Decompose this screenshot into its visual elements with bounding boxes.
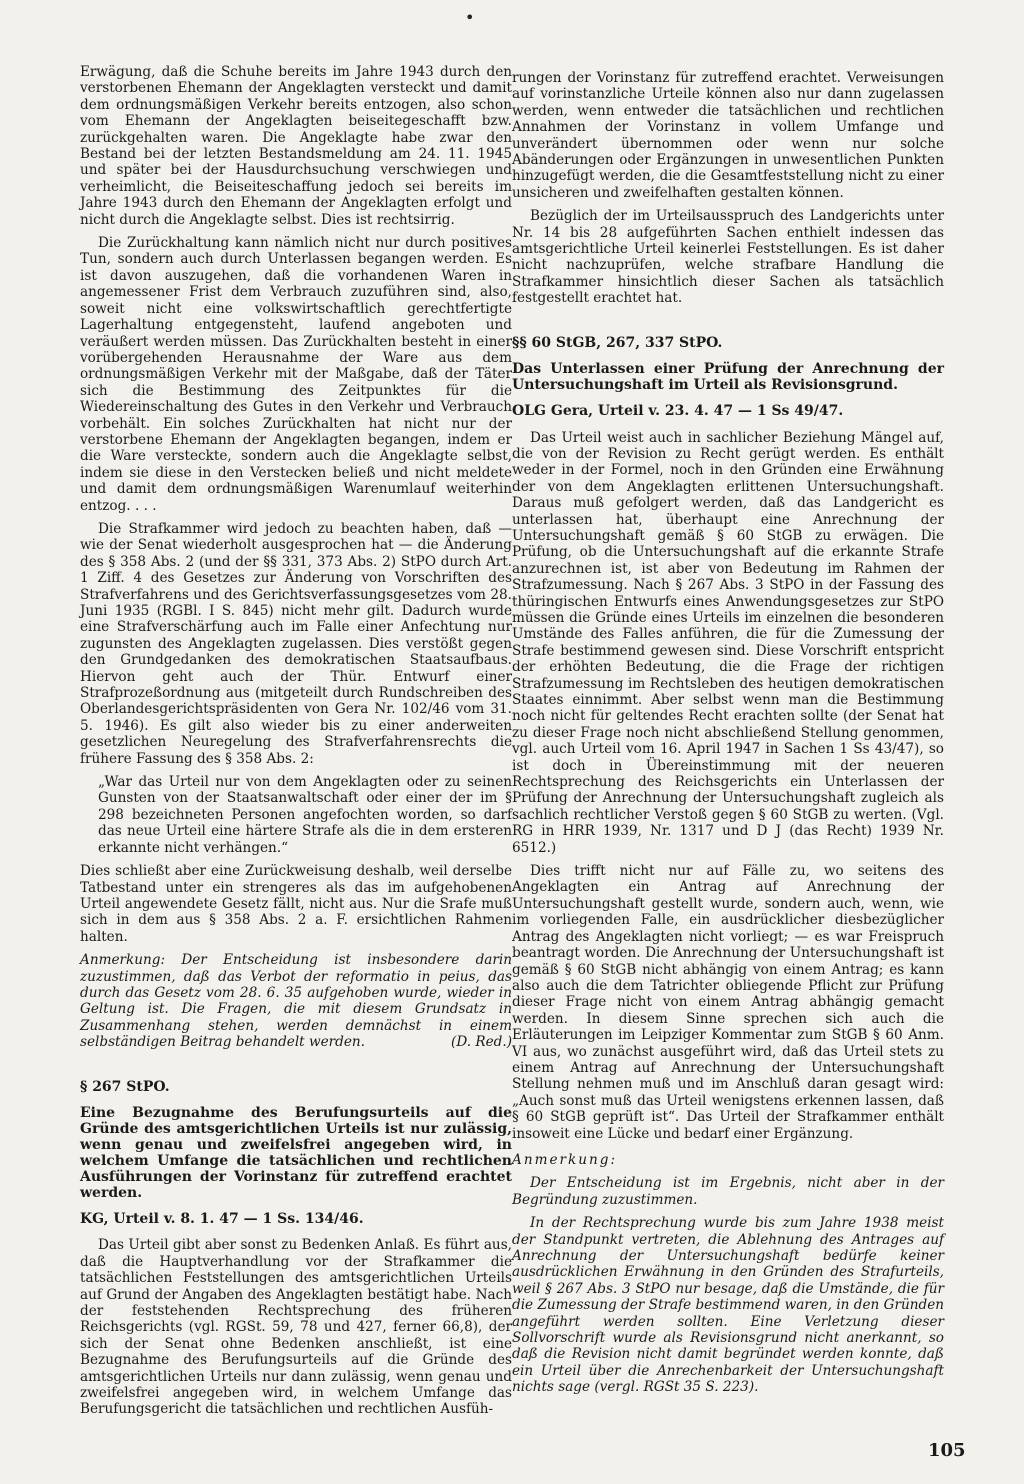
paragraph: Das Urteil gibt aber sonst zu Bedenken Anlaß. Es führt aus, daß die Hauptverhandlung vor der Strafkammer die tatsächlichen Feststellungen des amtsgerichtlichen Urteils auf Grund der Angaben des Angeklagten bestätigt habe. Nach der feststehenden Rechtsprechung des früheren Reichsgerichts (vgl. RGSt. 59, 78 und 427, ferner 66,8), der sich der Senat ohne Bedenken anschließt, ist eine Bezugnahme des Berufungsurteils auf die Gründe des amtsgerichtlichen Urteils nur dann zulässig, wenn genau und zweifelsfrei angegeben wird, in welchem Umfange das Berufungsgericht die tatsächlichen und rechtlichen Ausfüh- — [80, 1237, 512, 1418]
annotation-text: In der Rechtsprechung wurde bis zum Jahre 1938 meist der Standpunkt vertreten, die Ablehnung des Antrages auf Anrechnung der Untersuchungshaft bedürfe keiner ausdrücklichen Erwähnung in den Gründen des Strafurteils, weil § 267 Abs. 3 StPO nur besage, daß die Umstände, die für die Zumessung der Strafe bestimmend waren, in den Gründen angeführt werden sollten. Eine Verletzung dieser Sollvorschrift wurde als Revisionsgrund nicht anerkannt, so daß die Revision nicht damit begründet werden konnte, daß ein Urteil über die Anrechenbarkeit der Untersuchungshaft nichts sage (vergl. RGSt 35 S. 223). — [512, 1215, 944, 1396]
headnote: Eine Bezugnahme des Berufungsurteils auf die Gründe des amtsgerichtlichen Urteils ist nur zulässig, wenn genau und zweifelsfrei angegeben wird, in welchem Umfange die tatsächlichen und rechtlichen Ausführungen der Vorinstanz für zutreffend erachtet werden. — [80, 1104, 512, 1201]
annotation-text: Der Entscheidung ist im Ergebnis, nicht aber in der Begründung zuzustimmen. — [512, 1175, 944, 1208]
top-mark: • — [465, 8, 475, 27]
headnote: Das Unterlassen einer Prüfung der Anrechnung der Untersuchungshaft im Urteil als Revisionsgrund. — [512, 361, 944, 394]
quotation: „War das Urteil nur von dem Angeklagten oder zu seinen Gunsten von der Staatsanwaltschaft oder einer der im § 298 bezeichneten Personen angefochten worden, so darf das neue Urteil eine härtere Strafe als die in dem ersteren erkannte nicht verhängen.“ — [98, 774, 512, 856]
court-citation: OLG Gera, Urteil v. 23. 4. 47 — 1 Ss 49/47. — [512, 403, 844, 420]
paragraph: Dies schließt aber eine Zurückweisung deshalb, weil derselbe Tatbestand unter ein strengeres als das im aufgehobenen Urteil angewendete Gesetz fällt, nicht aus. Nur die Srafe muß sich in dem aus § 358 Abs. 2 a. F. ersichtlichen Rahmen halten. — [80, 863, 512, 945]
paragraph: rungen der Vorinstanz für zutreffend erachtet. Verweisungen auf vorinstanzliche Urteile können also nur dann zugelassen werden, wenn entweder die tatsächlichen und rechtlichen Annahmen der Vorinstanz in vollem Umfange und unverändert übernommen oder wenn nur solche Abänderungen oder Ergänzungen in unwesentlichen Punkten hinzugefügt werden, die die Gesamtfeststellung nicht zu einer unsicheren und zweifelhaften gestalten können. — [512, 70, 944, 201]
annotation-heading: Anmerkung: — [512, 1151, 618, 1168]
paragraph: Bezüglich der im Urteilsausspruch des Landgerichts unter Nr. 14 bis 28 aufgeführten Sachen enthielt indessen das amtsgerichtliche Urteil keinerlei Feststellungen. Es ist daher nicht nachzuprüfen, welche strafbare Handlung die Strafkammer hinsichtlich dieser Sachen als tatsächlich festgestellt erachtet hat. — [512, 208, 944, 307]
editor-signature: (D. Red.) — [451, 1034, 512, 1051]
paragraph: Dies trifft nicht nur auf Fälle zu, wo seitens des Angeklagten ein Antrag auf Anrechnung der Untersuchungshaft gestellt wurde, sondern auch, wenn, wie im vorliegenden Falle, ein ausdrücklicher diesbezüglicher Antrag des Angeklagten nicht vorliegt; — es war Freispruch beantragt worden. Die Anrechnung der Untersuchungshaft ist gemäß § 60 StGB nicht abhängig von einem Antrag; es kann also auch die dem Tatrichter obliegende Pflicht zur Prüfung dieser Frage nicht von einem Antrag abhängig gemacht werden. In diesem Sinne sprechen sich auch die Erläuterungen im Leipziger Kommentar zum StGB § 60 Anm. VI aus, wo zunächst ausgeführt wird, daß das Urteil stets zu einem Antrag auf Anrechnung der Untersuchungshaft Stellung nehmen muß und im Anschluß daran gesagt wird: „Auch sonst muß das Urteil wenigstens erkennen lassen, daß § 60 StGB geprüft ist“. Das Urteil der Strafkammer enthält insoweit eine Lücke und bedarf einer Ergänzung. — [512, 863, 944, 1142]
paragraph: Die Strafkammer wird jedoch zu beachten haben, daß — wie der Senat wiederholt ausgesprochen hat — die Änderung des § 358 Abs. 2 (und der §§ 331, 373 Abs. 2) StPO durch Art. 1 Ziff. 4 des Gesetzes zur Änderung von Vorschriften des Strafverfahrens und des Gerichtsverfassungsgesetzes vom 28. Juni 1935 (RGBl. I S. 845) nicht mehr gilt. Dadurch wurde eine Strafverschärfung auch im Falle einer Anfechtung nur zugunsten des Angeklagten zugelassen. Dies verstößt gegen den Grundgedanken des demokratischen Staatsaufbaus. Hiervon geht auch der Thür. Entwurf einer Strafprozeßordnung aus (mitgeteilt durch Rundschreiben des Oberlandesgerichtspräsidenten von Gera Nr. 102/46 vom 31. 5. 1946). Es gilt also wieder bis zu einer anderweiten gesetzlichen Neuregelung des Strafverfahrensrechts die frühere Fassung des § 358 Abs. 2: — [80, 520, 512, 767]
court-citation: KG, Urteil v. 8. 1. 47 — 1 Ss. 134/46. — [80, 1210, 364, 1227]
left-column — [80, 64, 512, 1425]
section-heading: § 267 StPO. — [80, 1078, 170, 1095]
paragraph: Erwägung, daß die Schuhe bereits im Jahre 1943 durch den verstorbenen Ehemann der Angeklagten versteckt und damit dem ordnungsmäßigen Verkehr bereits entzogen, also schon vom Ehemann der Angeklagten beiseitegeschafft bzw. zurückgehalten waren. Die Angeklagte habe zwar den Bestand bei der letzten Bestandsmeldung am 24. 11. 1945 und später bei der Hausdurchsuchung verschwiegen und verheimlicht, die Beiseiteschaffung jedoch sei bereits im Jahre 1943 durch den Ehemann der Angeklagten erfolgt und nicht durch die Angeklagte selbst. Dies ist rechtsirrig. — [80, 64, 512, 228]
right-column — [512, 70, 944, 1403]
paragraph: Die Zurückhaltung kann nämlich nicht nur durch positives Tun, sondern auch durch Unterlassen begangen werden. Es ist davon auszugehen, daß die vorhandenen Waren in angemessener Frist dem Verbrauch zuzuführen sind, also, soweit nicht eine volkswirtschaftlich gerechtfertigte Lagerhaltung entgegensteht, laufend angeboten und veräußert werden müssen. Das Zurückhalten besteht in einer vorübergehenden Herausnahme der Ware aus dem ordnungsmäßigen Verkehr mit der Maßgabe, daß der Täter sich die Bestimmung des Zeitpunktes für die Wiedereinschaltung des Gutes in den Verkehr und Verbrauch vorbehält. Ein solches Zurückhalten hat nicht nur der verstorbene Ehemann der Angeklagten begangen, indem er die Ware versteckte, sondern auch die Angeklagte selbst, indem sie diese in den Verstecken beließ und nicht meldete und damit dem ordnungsmäßigen Warenumlauf weiterhin entzog. . . . — [80, 235, 512, 514]
page-number: 105 — [928, 1440, 966, 1461]
editor-note-text: Anmerkung: Der Entscheidung ist insbesondere darin zuzustimmen, daß das Verbot der reformatio in peius, das durch das Gesetz vom 28. 6. 35 aufgehoben wurde, wieder in Geltung ist. Die Fragen, die mit diesem Grundsatz in Zusammenhang stehen, werden demnächst in einem selbständigen Beitrag behandelt werden. — [80, 952, 512, 1051]
editor-note — [80, 952, 512, 1050]
section-heading: §§ 60 StGB, 267, 337 StPO. — [512, 334, 723, 351]
paragraph: Das Urteil weist auch in sachlicher Beziehung Mängel auf, die von der Revision zu Recht gerügt werden. Es enthält weder in der Formel, noch in den Gründen eine Erwähnung der von dem Angeklagten erlittenen Untersuchungshaft. Daraus muß gefolgert werden, daß das Landgericht es unterlassen hat, überhaupt eine Anrechnung der Untersuchungshaft gemäß § 60 StGB zu erwägen. Die Prüfung, ob die Untersuchungshaft auf die erkannte Strafe anzurechnen ist, ist aber von Bedeutung im Rahmen der Strafzumessung. Nach § 267 Abs. 3 StPO in der Fassung des thüringischen Entwurfs eines Anwendungsgesetzes zur StPO müssen die Gründe eines Urteils im einzelnen die besonderen Umstände des Falles anführen, die für die Zumessung der Strafe bestimmend gewesen sind. Diese Vorschrift entspricht der erhöhten Bedeutung, die die Frage der richtigen Strafzumessung im Rechtsleben des heutigen demokratischen Staates einnimmt. Aber selbst wenn man die Bestimmung noch nicht für geltendes Recht erachten sollte (der Senat hat zu dieser Frage noch nicht abschließend Stellung genommen, vgl. auch Urteil vom 16. April 1947 in Sachen 1 Ss 43/47), so ist doch in Übereinstimmung mit der neueren Rechtsprechung des Reichsgerichts ein Unterlassen der Prüfung der Anrechnung der Untersuchungshaft zugleich als sachlich rechtlicher Verstoß gegen § 60 StGB zu werten. (Vgl. RG in HRR 1939, Nr. 1317 und D J (das Recht) 1939 Nr. 6512.) — [512, 429, 944, 856]
